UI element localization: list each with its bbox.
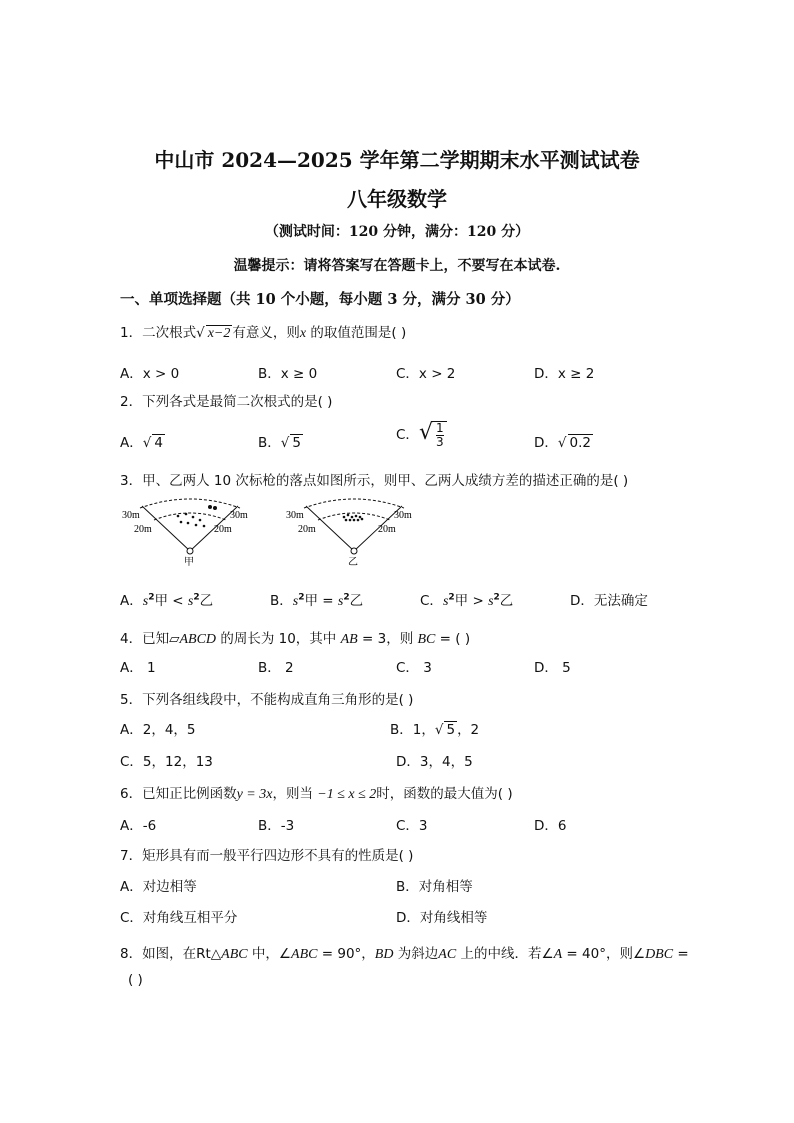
q4-option-a[interactable]: A． 1 — [120, 660, 156, 676]
q2-option-c[interactable] — [396, 420, 447, 449]
q5-option-b[interactable] — [390, 718, 479, 738]
landing-dot — [203, 525, 206, 528]
sqrt-icon: √ — [196, 325, 205, 341]
landing-dot — [185, 513, 188, 516]
q3-a-right: 乙 — [199, 593, 214, 609]
q1-mid: 有意义，则 — [232, 325, 300, 341]
variance-exponent: 2 — [298, 592, 305, 603]
q3-b-left: 甲 — [304, 593, 318, 609]
landing-dot — [353, 519, 356, 522]
variance-symbol: s — [142, 594, 149, 609]
q8-angle-a: A — [553, 947, 563, 962]
q2-d-radicand: 0.2 — [569, 435, 591, 451]
sqrt-icon: √ — [557, 435, 567, 451]
q8-b: = 90°， — [317, 946, 375, 962]
variance-symbol: s — [187, 594, 194, 609]
q3-a-left: 甲 — [154, 593, 168, 609]
label-20m-left: 20m — [298, 524, 316, 535]
q4-option-d[interactable]: D． 5 — [534, 660, 571, 676]
frac-numerator: 1 — [435, 421, 444, 435]
throw-point — [187, 548, 193, 554]
variance-exponent: 2 — [343, 592, 350, 603]
arc-30m — [304, 499, 404, 508]
q6-function: y = 3x — [236, 787, 273, 802]
q3-c-label: C． — [420, 593, 443, 609]
q6-end: 时，函数的最大值为( ) — [376, 786, 513, 802]
q5-option-d[interactable]: D．3，4，5 — [396, 754, 473, 770]
landing-dot — [357, 519, 360, 522]
variance-exponent: 2 — [148, 592, 155, 603]
q2-b-label: B． — [258, 435, 281, 451]
variance-symbol: s — [292, 594, 299, 609]
q6-range: −1 ≤ x ≤ 2 — [317, 787, 377, 802]
q2-option-d[interactable] — [534, 431, 593, 451]
label-30m-right: 30m — [230, 510, 248, 521]
q8-dbc: DBC — [645, 947, 674, 962]
q4-shape: ABCD — [179, 632, 217, 647]
landing-dot — [347, 514, 350, 517]
q8-f: = — [673, 946, 689, 962]
label-jia: 甲 — [184, 557, 194, 568]
q4-option-b[interactable]: B． 2 — [258, 660, 294, 676]
q4-mid2: = 3，则 — [357, 631, 418, 647]
landing-dot — [177, 515, 180, 518]
q6-option-b[interactable]: B．-3 — [258, 818, 295, 834]
exam-tip: 温馨提示：请将答案写在答题卡上，不要写在本试卷. — [233, 258, 561, 274]
variance-exponent: 2 — [193, 592, 200, 603]
landing-dot — [199, 519, 202, 522]
landing-dot — [187, 522, 190, 525]
figure-jia — [122, 499, 248, 568]
q4-pre: 4．已知▱ — [120, 631, 180, 647]
q5-option-c[interactable]: C．5，12，13 — [120, 754, 213, 770]
q3-c-right: 乙 — [499, 593, 514, 609]
q2-d-label: D． — [534, 435, 558, 451]
question-2: 2．下列各式是最简二次根式的是( ) — [120, 394, 333, 410]
landing-dot — [343, 516, 346, 519]
q3-b-right: 乙 — [349, 593, 364, 609]
q4-end: = ( ) — [435, 631, 471, 647]
q3-c-op: > — [468, 593, 489, 609]
q8-d: 上的中线．若∠ — [456, 946, 554, 962]
variance-symbol: s — [337, 594, 344, 609]
q6-pre: 6．已知正比例函数 — [120, 786, 237, 802]
label-yi: 乙 — [348, 557, 358, 568]
q6-option-a[interactable]: A．-6 — [120, 818, 157, 834]
q1-option-b[interactable]: B．x ≥ 0 — [258, 366, 318, 382]
variance-exponent: 2 — [493, 592, 500, 603]
landing-dot — [345, 519, 348, 522]
q5-b-post: ，2 — [457, 722, 480, 738]
q2-c-fraction — [433, 421, 447, 449]
q3-c-left: 甲 — [454, 593, 469, 609]
arc-20m — [154, 513, 226, 520]
question-8 — [120, 942, 689, 963]
q7-option-d[interactable]: D．对角线相等 — [396, 910, 488, 926]
exam-info: （测试时间：120 分钟，满分：120 分） — [264, 224, 530, 240]
variance-symbol: s — [442, 594, 449, 609]
variance-exponent: 2 — [448, 592, 455, 603]
landing-dot — [355, 515, 358, 518]
landing-dot — [180, 521, 183, 524]
q3-b-label: B． — [270, 593, 293, 609]
sqrt-icon: √ — [280, 435, 290, 451]
q1-option-a[interactable]: A．x > 0 — [120, 366, 180, 382]
q2-a-radicand: 4 — [154, 435, 163, 451]
q1-prefix: 1．二次根式 — [120, 325, 197, 341]
question-7: 7．矩形具有而一般平行四边形不具有的性质是( ) — [120, 848, 414, 864]
q1-radicand: x−2 — [207, 326, 231, 341]
section-heading: 一、单项选择题（共 10 个小题，每小题 3 分，满分 30 分） — [120, 291, 520, 308]
frac-denominator: 3 — [435, 435, 444, 449]
landing-dot — [351, 516, 354, 519]
q8-answer-blank: ( ) — [128, 972, 143, 988]
q6-option-d[interactable]: D．6 — [534, 818, 567, 834]
question-3: 3．甲、乙两人 10 次标枪的落点如图所示，则甲、乙两人成绩方差的描述正确的是( ) — [120, 473, 629, 489]
javelin-figure — [118, 496, 438, 568]
throw-point — [351, 548, 357, 554]
q6-option-c[interactable]: C．3 — [396, 818, 428, 834]
label-20m-right: 20m — [378, 524, 396, 535]
figure-yi — [286, 499, 412, 568]
q4-mid: 的周长为 10，其中 — [216, 631, 341, 647]
q8-c: 为斜边 — [393, 946, 439, 962]
q7-option-b[interactable]: B．对角相等 — [396, 879, 473, 895]
landing-dot — [192, 516, 195, 519]
q1-option-c[interactable]: C．x > 2 — [396, 366, 456, 382]
q3-option-c[interactable] — [420, 589, 513, 610]
q6-mid: ，则当 — [272, 786, 318, 802]
label-30m-right: 30m — [394, 510, 412, 521]
q5-b-pre: B．1， — [390, 722, 435, 738]
label-30m-left: 30m — [286, 510, 304, 521]
q3-option-d[interactable]: D．无法确定 — [570, 593, 648, 609]
question-6 — [120, 782, 513, 803]
exam-subtitle: 八年级数学 — [347, 187, 447, 211]
q4-option-c[interactable]: C． 3 — [396, 660, 432, 676]
exam-title: 中山市 2024—2025 学年第二学期期末水平测试试卷 — [154, 148, 640, 172]
landing-dot — [349, 519, 352, 522]
arc-30m — [140, 499, 240, 508]
q8-e: = 40°，则∠ — [562, 946, 646, 962]
question-4 — [120, 627, 470, 648]
landing-dot — [208, 505, 212, 509]
landing-dot — [213, 506, 217, 510]
sqrt-icon: √ — [418, 420, 433, 445]
q2-b-radicand: 5 — [292, 435, 301, 451]
question-1 — [120, 321, 406, 342]
q1-option-d[interactable]: D．x ≥ 2 — [534, 366, 595, 382]
q8-ac: AC — [438, 947, 457, 962]
q8-bd: BD — [374, 947, 394, 962]
q8-a: 中，∠ — [247, 946, 292, 962]
q4-ab: AB — [340, 632, 358, 647]
q2-option-b[interactable] — [258, 431, 303, 451]
sqrt-icon: √ — [142, 435, 152, 451]
label-30m-left: 30m — [122, 510, 140, 521]
q3-option-b[interactable] — [270, 589, 363, 610]
q4-bc: BC — [417, 632, 436, 647]
label-20m-right: 20m — [214, 524, 232, 535]
q8-pre: 8．如图，在Rt△ — [120, 946, 222, 962]
q1-var: x — [299, 326, 307, 341]
q3-option-a[interactable] — [120, 589, 213, 610]
q5-option-a[interactable]: A．2，4，5 — [120, 722, 196, 738]
q3-a-op: < — [167, 593, 188, 609]
q3-a-label: A． — [120, 593, 143, 609]
q8-angle: ABC — [291, 947, 318, 962]
landing-dot — [359, 516, 362, 519]
landing-dot — [195, 524, 198, 527]
q2-option-a[interactable] — [120, 431, 165, 451]
variance-symbol: s — [488, 594, 494, 609]
q2-a-label: A． — [120, 435, 143, 451]
q7-option-a[interactable]: A．对边相等 — [120, 879, 197, 895]
q2-c-label: C． — [396, 427, 419, 443]
label-20m-left: 20m — [134, 524, 152, 535]
q8-abc: ABC — [221, 947, 248, 962]
q5-b-radicand: 5 — [446, 722, 456, 738]
question-5: 5．下列各组线段中，不能构成直角三角形的是( ) — [120, 692, 414, 708]
q3-b-op: = — [317, 593, 338, 609]
q7-option-c[interactable]: C．对角线互相平分 — [120, 910, 238, 926]
landing-dot — [361, 518, 364, 521]
q1-suffix: 的取值范围是( ) — [306, 325, 407, 341]
sqrt-icon: √ — [434, 722, 444, 738]
